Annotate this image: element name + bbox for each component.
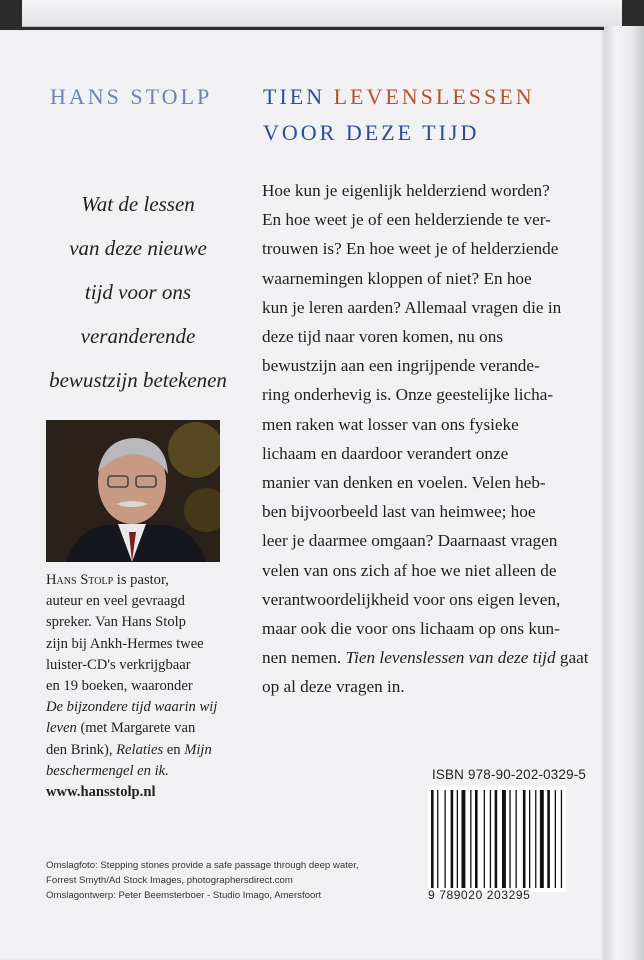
- book-title-line2: VOOR DEZE TIJD: [263, 120, 480, 145]
- author-name: HANS STOLP: [50, 84, 213, 109]
- barcode-bar: [495, 790, 498, 888]
- bio-line: [46, 697, 246, 718]
- barcode-bar: [445, 790, 446, 888]
- bio-author-name: Hans Stolp: [46, 572, 114, 588]
- bio-line: [46, 570, 246, 591]
- bio-line: luister-CD's verkrijgbaar: [46, 656, 191, 673]
- bio-book-title: beschermengel en ik.: [46, 762, 169, 779]
- barcode-bar: [547, 790, 550, 888]
- blurb-line: manier van denken en voelen. Velen heb-: [262, 473, 546, 493]
- blurb-line: ben bijvoorbeeld last van heimwee; hoe: [262, 502, 536, 522]
- barcode-digits: 9 789020 203295: [428, 888, 531, 902]
- credit-line: Forrest Smyth/Ad Stock Images, photographersdirect.com: [46, 875, 293, 886]
- barcode-box: [428, 786, 566, 892]
- barcode-bar: [490, 790, 491, 888]
- blurb-line: bewustzijn aan een ingrijpende verande-: [262, 356, 540, 376]
- blurb-book-title: Tien levenslessen van deze tijd: [345, 648, 556, 668]
- bio-fragment: is pastor,: [113, 572, 169, 588]
- barcode-bar: [555, 790, 556, 888]
- credit-line: Omslagontwerp: Peter Beemsterboer - Studio Imago, Amersfoort: [46, 890, 322, 901]
- barcode-bar: [561, 790, 562, 888]
- author-portrait-image: [46, 420, 220, 562]
- barcode-bar: [516, 790, 517, 888]
- cover-credits: [46, 858, 376, 903]
- barcode-bar: [540, 790, 544, 888]
- quote-line: veranderende: [80, 324, 196, 348]
- pull-quote: [38, 182, 238, 402]
- author-photo: [46, 420, 220, 562]
- barcode-bar: [457, 790, 458, 888]
- blurb-line: velen van ons zich af hoe we niet alleen de: [262, 560, 557, 580]
- blurb-line: maar ook die voor ons lichaam op ons kun-: [262, 619, 560, 639]
- blurb-line: deze tijd naar voren komen, nu ons: [262, 327, 504, 347]
- credit-line: Omslagfoto: Stepping stones provide a safe passage through deep water,: [46, 860, 359, 871]
- barcode-bar: [451, 790, 454, 888]
- author-bio: [46, 570, 246, 803]
- bio-fragment: den Brink),: [46, 741, 117, 758]
- bio-line: [46, 718, 246, 739]
- blurb-line: waarnemingen kloppen of niet? En hoe: [262, 268, 532, 288]
- barcode-bar: [523, 790, 526, 888]
- bio-book-title: Relaties: [116, 741, 164, 758]
- barcode-bar: [470, 790, 471, 888]
- book-spine-edge: [604, 26, 644, 960]
- blurb-fragment: nen nemen.: [262, 648, 342, 668]
- blurb-line: lichaam en daardoor verandert onze: [262, 443, 509, 463]
- blurb-text: [262, 176, 602, 702]
- bio-book-title: leven: [46, 720, 77, 737]
- blurb-line: trouwen is? En hoe weet je of helderziende: [262, 239, 559, 259]
- quote-line: bewustzijn betekenen: [49, 368, 227, 392]
- bio-fragment: en: [163, 741, 185, 758]
- book-top-edge: [22, 0, 622, 27]
- title-word-tien: TIEN: [263, 84, 326, 109]
- barcode-bar: [535, 790, 536, 888]
- barcode-bar: [462, 790, 466, 888]
- barcode-bar: [502, 790, 506, 888]
- book-title-line1: [263, 80, 535, 114]
- blurb-line: [262, 643, 602, 672]
- quote-line: tijd voor ons: [84, 280, 192, 304]
- barcode-bar: [509, 790, 510, 888]
- bio-book-title: De bijzondere tijd waarin wij: [46, 699, 218, 716]
- barcode-bar: [475, 790, 478, 888]
- barcode-bar: [529, 790, 530, 888]
- bio-fragment: (met Margarete van: [76, 720, 196, 737]
- barcode-bar: [431, 790, 434, 888]
- blurb-line: verantwoordelijkheid voor ons eigen leven,: [262, 589, 561, 609]
- isbn-number: ISBN 978-90-202-0329-5: [432, 767, 587, 782]
- blurb-line: leer je daarmee omgaan? Daarnaast vragen: [262, 531, 558, 551]
- barcode-image: [428, 786, 566, 892]
- barcode-bar: [484, 790, 485, 888]
- bio-line: zijn bij Ankh-Hermes twee: [46, 635, 204, 652]
- bio-line: spreker. Van Hans Stolp: [46, 614, 186, 631]
- bio-book-title: Mijn: [184, 741, 212, 758]
- bio-line: en 19 boeken, waaronder: [46, 678, 193, 695]
- blurb-line: kun je leren aarden? Allemaal vragen die in: [262, 297, 562, 317]
- bio-line: [46, 761, 246, 782]
- blurb-line: op al deze vragen in.: [262, 677, 405, 697]
- quote-line: van deze nieuwe: [69, 236, 207, 260]
- title-word-levenslessen: LEVENSLESSEN: [333, 84, 535, 109]
- bio-line: [46, 740, 246, 761]
- barcode-bar: [437, 790, 438, 888]
- bio-line: auteur en veel gevraagd: [46, 593, 185, 610]
- blurb-line: ring onderhevig is. Onze geestelijke licha-: [262, 385, 554, 405]
- blurb-line: En hoe weet je of een helderziende te ver-: [262, 210, 551, 230]
- blurb-line: Hoe kun je eigenlijk helderziend worden?: [262, 181, 550, 200]
- blurb-line: men raken wat losser van ons fysieke: [262, 414, 519, 434]
- blurb-fragment: gaat: [555, 648, 589, 668]
- author-website: www.hansstolp.nl: [46, 784, 156, 801]
- quote-line: Wat de lessen: [81, 192, 195, 216]
